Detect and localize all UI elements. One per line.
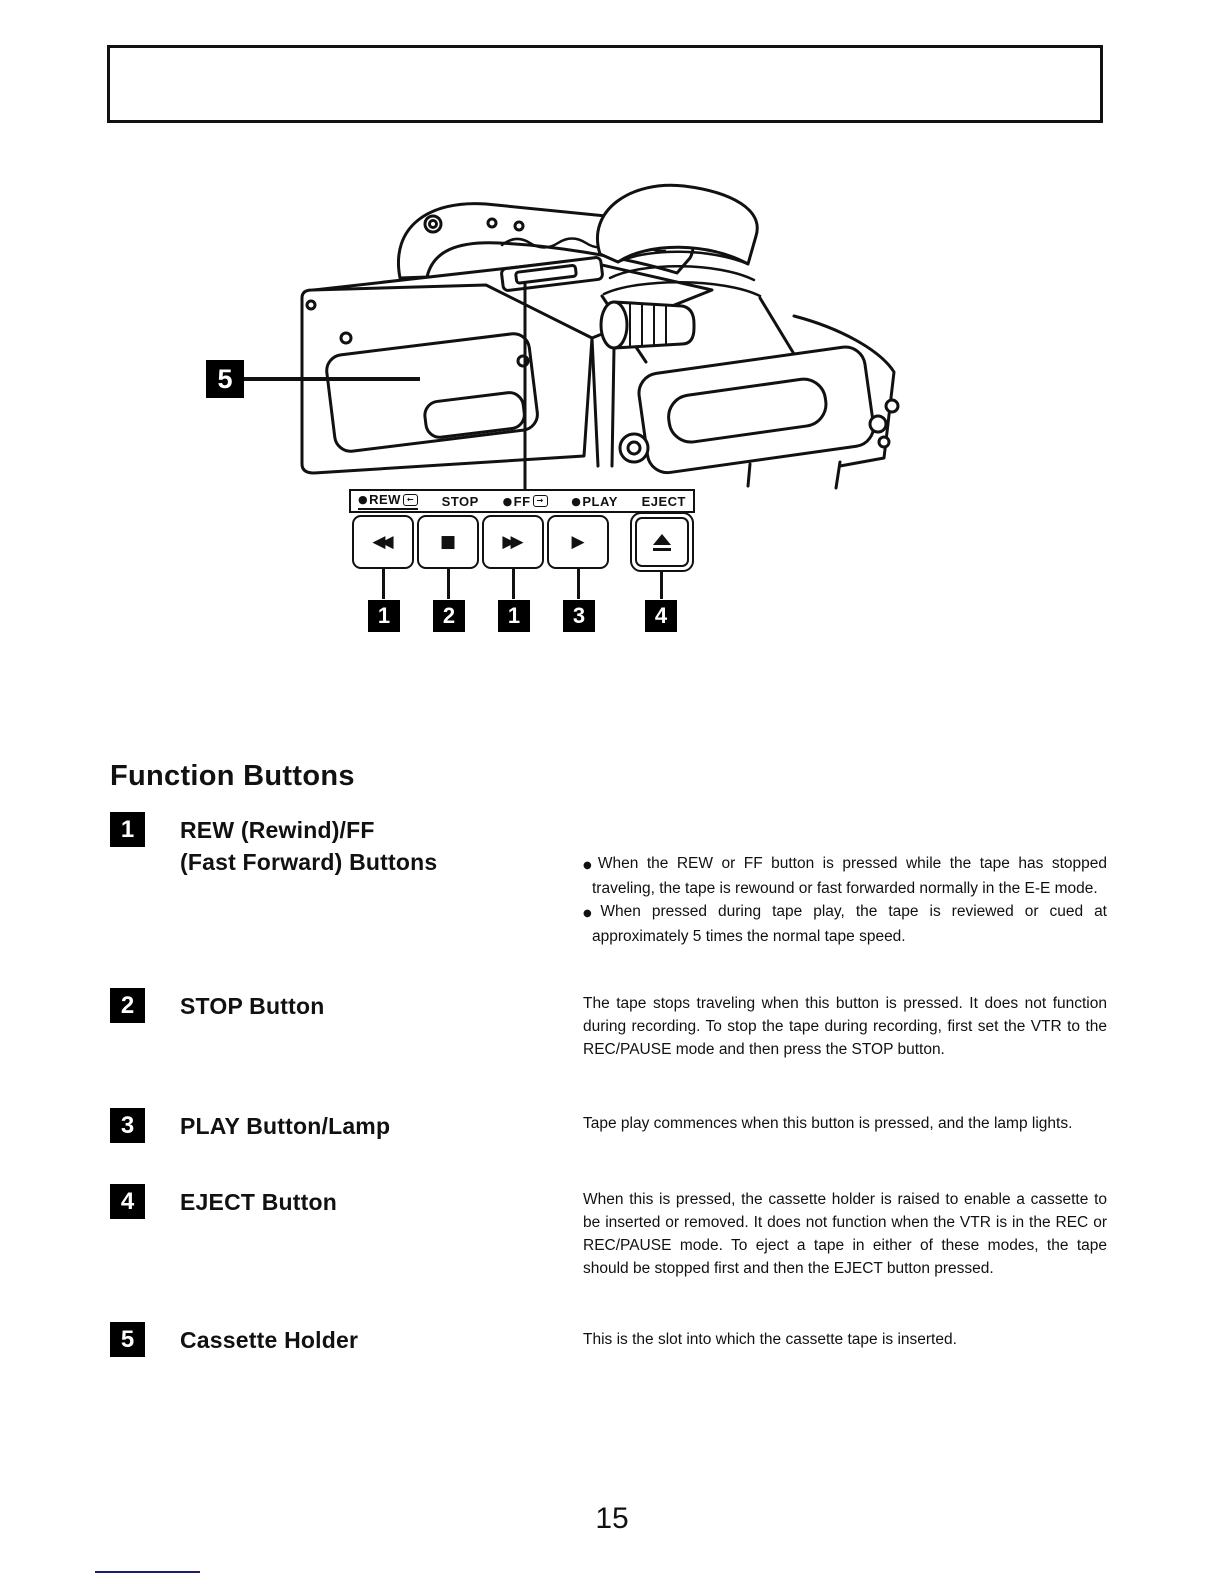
section-4-body: When this is pressed, the cassette holder is raised to enable a cassette to be inserted or removed. It does not function when the VTR is in the REC or REC/PAUSE mode. To eject a tape in either of these modes, the tape should be stopped first and then the EJECT button pressed. [583,1191,1107,1277]
ff-lamp-icon: ● [502,494,513,508]
stop-label: STOP [441,493,479,509]
callout-line [382,569,385,599]
play-button [547,515,609,569]
section-1-number: 1 [110,812,145,847]
rew-label: ● REW ← [358,492,418,510]
callout-3-play: 3 [563,600,595,632]
transport-label-strip [349,489,695,513]
callout-line [512,569,515,599]
eject-label: EJECT [641,493,686,509]
callout-1-rew: 1 [368,600,400,632]
stop-button [417,515,479,569]
eject-button [630,512,694,572]
callout-4-eject: 4 [645,600,677,632]
play-icon: ▶ [571,532,585,552]
rew-lamp-icon: ● [358,493,369,506]
section-3-body: Tape play commences when this button is pressed, and the lamp lights. [583,1115,1073,1132]
page-number: 15 [595,1502,629,1535]
rew-memory-icon: ← [403,494,418,506]
section-2-title: STOP Button [180,993,325,1019]
section-2-number: 2 [110,988,145,1023]
section-5-body: This is the slot into which the cassette tape is inserted. [583,1331,957,1348]
page-title: Function Buttons [110,760,355,792]
rewind-icon: ◀◀ [372,532,389,552]
fast-forward-icon: ▶▶ [502,532,519,552]
rew-button [352,515,414,569]
ff-label: ● FF → [503,494,548,509]
callout-line [447,569,450,599]
stop-icon: ■ [439,532,457,552]
section-3-number: 3 [110,1108,145,1143]
section-4-title: EJECT Button [180,1189,337,1215]
section-1-title: REW (Rewind)/FF (Fast Forward) Buttons [180,817,438,875]
header-box [107,45,1103,123]
callout-2-stop: 2 [433,600,465,632]
callout-5-diagram: 5 [206,360,244,398]
ff-button [482,515,544,569]
play-lamp-icon: ● [571,494,582,508]
callout-1-ff: 1 [498,600,530,632]
section-2-body: The tape stops traveling when this button is pressed. It does not function during recording. To stop the tape during recording, first set the VTR to the REC/PAUSE mode and then press the STOP button. [583,995,1107,1058]
play-label: ● PLAY [571,493,618,509]
section-4-number: 4 [110,1184,145,1219]
viewfinder-body [636,344,876,475]
ff-memory-icon: → [533,495,548,507]
section-3-title: PLAY Button/Lamp [180,1113,391,1139]
section-5-number: 5 [110,1322,145,1357]
callout-line [660,572,663,599]
footer-line [95,1571,200,1573]
camcorder-illustration [280,166,920,498]
section-1-body: ● When the REW or FF button is pressed while the tape has stopped traveling, the tape is rewound or fast forwarded normally in the E-E mode. ● When pressed during tape play, the tape is reviewed or cued at approximately 5 times the normal tape speed. [583,852,1107,948]
callout-5-line [244,377,420,381]
callout-line [577,569,580,599]
eject-icon [653,534,671,551]
section-5-title: Cassette Holder [180,1327,359,1353]
